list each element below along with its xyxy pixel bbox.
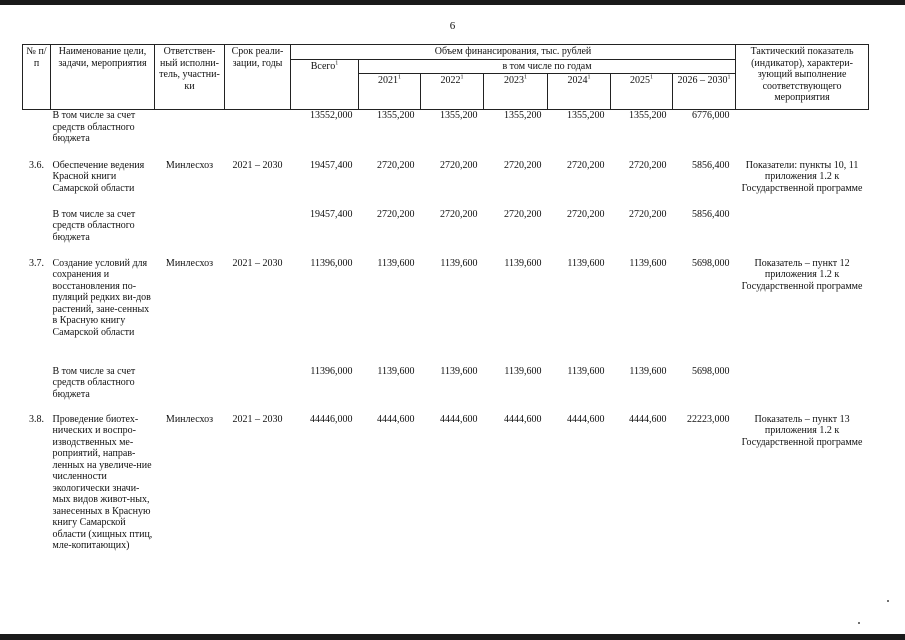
table-row xyxy=(23,414,869,552)
row-indicator: Показатели: пункты 10, 11 приложения 1.2 к Государственной программе xyxy=(741,159,863,194)
row-executor: Минлесхоз xyxy=(165,159,214,171)
row-2025: 4444,600 xyxy=(629,413,667,425)
row-2026-2030: 5698,000 xyxy=(692,257,730,269)
row-2021: 4444,600 xyxy=(377,413,415,425)
header-funding: Объем финансирования, тыс. рублей xyxy=(291,45,736,60)
row-2022: 2720,200 xyxy=(440,159,478,171)
header-year-2023: 2023$^1$ xyxy=(484,74,548,110)
header-term: Срок реали-зации, годы xyxy=(225,45,291,110)
row-total: 19457,400 xyxy=(310,159,353,171)
row-2025: 1139,600 xyxy=(629,365,667,377)
table-header xyxy=(23,45,869,110)
row-2024: 1139,600 xyxy=(567,365,605,377)
row-executor: Минлесхоз xyxy=(165,257,214,269)
row-total: 13552,000 xyxy=(310,110,353,121)
row-2023: 1139,600 xyxy=(504,365,542,377)
header-year-2021: 2021$^1$ xyxy=(359,74,421,110)
header-year-2026-2030: 2026 – 2030$^1$ xyxy=(673,74,736,110)
row-2021: 1139,600 xyxy=(377,257,415,269)
row-2026-2030: 5856,400 xyxy=(692,208,730,220)
header-year-2022: 2022$^1$ xyxy=(421,74,484,110)
table-row xyxy=(23,160,869,209)
header-indicator: Тактический показатель (индикатор), характери-зующий выполнение соответствующего мероприятия xyxy=(736,45,869,110)
row-executor xyxy=(155,110,225,160)
row-2025: 1355,200 xyxy=(629,110,667,121)
row-total: 11396,000 xyxy=(310,257,353,269)
row-2021: 1139,600 xyxy=(377,365,415,377)
row-2026-2030: 22223,000 xyxy=(687,413,730,425)
header-name: Наименование цели, задачи, мероприятия xyxy=(51,45,155,110)
row-2023: 2720,200 xyxy=(504,208,542,220)
row-num: 3.6. xyxy=(29,159,44,171)
row-2023: 1139,600 xyxy=(504,257,542,269)
row-2025: 1139,600 xyxy=(629,257,667,269)
row-2026-2030: 5698,000 xyxy=(692,365,730,377)
row-2021: 2720,200 xyxy=(377,159,415,171)
row-total: 11396,000 xyxy=(310,365,353,377)
row-executor xyxy=(155,209,225,258)
row-2025: 2720,200 xyxy=(629,159,667,171)
row-2024: 1355,200 xyxy=(567,110,605,121)
row-total: 44446,000 xyxy=(310,413,353,425)
row-num xyxy=(23,110,51,160)
row-total: 19457,400 xyxy=(310,208,353,220)
row-executor: Минлесхоз xyxy=(165,413,214,425)
row-2022: 1355,200 xyxy=(440,110,478,121)
header-num: № п/п xyxy=(23,45,51,110)
row-2024: 1139,600 xyxy=(567,257,605,269)
row-2024: 4444,600 xyxy=(567,413,605,425)
row-indicator xyxy=(736,366,869,414)
scan-speck xyxy=(858,622,860,624)
row-2026-2030: 6776,000 xyxy=(692,110,730,121)
table-row xyxy=(23,258,869,366)
row-name: В том числе за счет средств областного бюджета xyxy=(52,208,136,243)
scan-speck xyxy=(887,600,889,602)
header-year-2025: 2025$^1$ xyxy=(611,74,673,110)
row-num xyxy=(23,366,51,414)
page-number: 6 xyxy=(449,20,456,32)
table-row xyxy=(23,366,869,414)
row-2023: 1355,200 xyxy=(504,110,542,121)
row-indicator: Показатель – пункт 12 приложения 1.2 к Государственной программе xyxy=(741,257,863,292)
row-term xyxy=(225,209,291,258)
header-total: Всего$^1$ xyxy=(291,59,359,110)
row-name: Обеспечение ведения Красной книги Самарской области xyxy=(52,159,145,194)
row-num: 3.8. xyxy=(29,413,44,425)
funding-table xyxy=(22,44,869,552)
header-executor: Ответствен-ный исполни-тель, участни-ки xyxy=(155,45,225,110)
header-year-2024: 2024$^1$ xyxy=(548,74,611,110)
row-num xyxy=(23,209,51,258)
row-2023: 2720,200 xyxy=(504,159,542,171)
row-name: Проведение биотех-нических и воспро-изводственных ме-роприятий, направ-ленных на увеличе-ние численности экологически значи-мых видов живот-ных, занесенных в Красную книгу Самарской области (хищных птиц, мле-копитающих) xyxy=(52,413,153,551)
row-executor xyxy=(155,366,225,414)
row-2022: 1139,600 xyxy=(440,365,478,377)
table-body xyxy=(23,110,869,552)
top-border xyxy=(0,0,905,5)
row-name: Создание условий для сохранения и восстановления по-пуляций редких ви-дов растений, зане-сенных в Красную книгу Самарской области xyxy=(52,257,151,338)
row-term: 2021 – 2030 xyxy=(232,159,283,171)
row-term: 2021 – 2030 xyxy=(232,413,283,425)
row-term xyxy=(225,366,291,414)
row-2021: 1355,200 xyxy=(377,110,415,121)
row-num: 3.7. xyxy=(29,257,44,269)
row-term xyxy=(225,110,291,160)
row-term: 2021 – 2030 xyxy=(232,257,283,269)
row-2026-2030: 5856,400 xyxy=(692,159,730,171)
header-by-year: в том числе по годам xyxy=(359,59,736,74)
row-2024: 2720,200 xyxy=(567,159,605,171)
row-name: В том числе за счет средств областного бюджета xyxy=(52,110,136,144)
row-2023: 4444,600 xyxy=(504,413,542,425)
row-2022: 2720,200 xyxy=(440,208,478,220)
table-row xyxy=(23,110,869,160)
row-2024: 2720,200 xyxy=(567,208,605,220)
bottom-border xyxy=(0,634,905,640)
row-indicator: Показатель – пункт 13 приложения 1.2 к Государственной программе xyxy=(741,413,863,448)
row-indicator xyxy=(736,110,869,160)
row-2022: 1139,600 xyxy=(440,257,478,269)
row-2022: 4444,600 xyxy=(440,413,478,425)
row-name: В том числе за счет средств областного бюджета xyxy=(52,365,136,400)
row-2021: 2720,200 xyxy=(377,208,415,220)
row-2025: 2720,200 xyxy=(629,208,667,220)
